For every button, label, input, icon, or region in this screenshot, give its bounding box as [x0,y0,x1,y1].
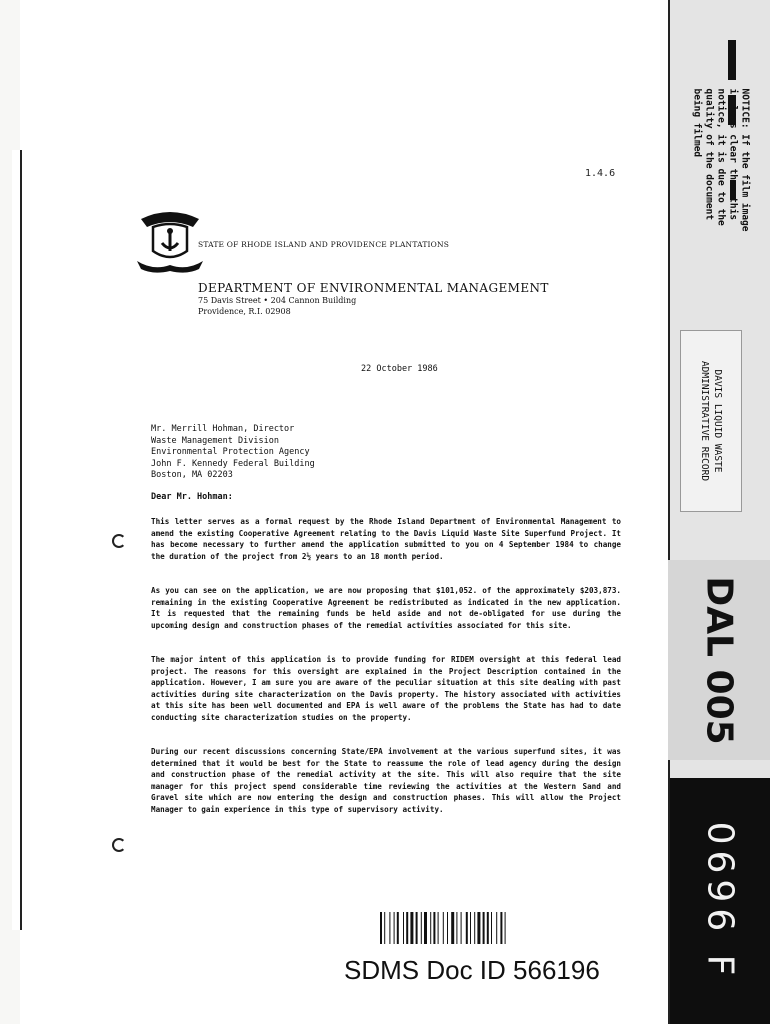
administrative-record-text: DAVIS LIQUID WASTE ADMINISTRATIVE RECORD [699,360,724,482]
letter-date: 22 October 1986 [361,364,438,374]
recipient-line: Waste Management Division [151,435,279,446]
state-name: STATE OF RHODE ISLAND AND PROVIDENCE PLANTATIONS [198,240,450,249]
film-notice-text: NOTICE: If the film image is less clear than this notice, it is due to the quality of the document being filmed [691,88,750,232]
body-paragraph: As you can see on the application, we are now proposing that $101,052. of the approximately $203,873. remaining in the existing Cooperative Agreement be redistributed as indicated in the new application. It is requested that the remaining funds be held aside and not de-obligated for use during the upcoming design and construction phases of the remedial activities associated for this site. [151,586,621,630]
address-line-1: 75 Davis Street • 204 Cannon Building [198,296,357,305]
film-notice [664,0,770,320]
punch-hole-mark [112,838,126,852]
body-paragraph: During our recent discussions concerning State/EPA involvement at the various superfund sites, it was determined that it would be best for the State to reassume the role of lead agency during the design and construction phase of the remedial activity at the site. This will also require that the site manager for this project spend considerable time reviewing the activities at the Western Sand and Gravel site which are now entering the design and construction phases. This will allow the Project Manager to gain experience in this type of supervisory activity. [151,747,621,814]
address-line-2: Providence, R.I. 02908 [198,307,291,316]
binder-fold [12,150,22,930]
department-name: DEPARTMENT OF ENVIRONMENTAL MANAGEMENT [198,281,549,295]
letter-sheet [20,0,668,1024]
dal-code: DAL 005 [698,575,740,745]
salutation: Dear Mr. Hohman: [151,492,233,502]
recipient-line: Mr. Merrill Hohman, Director [151,424,295,434]
sdms-document-id: SDMS Doc ID 566196 [344,955,600,985]
body-paragraph: The major intent of this application is to provide funding for RIDEM oversight at this federal lead project. The reasons for this oversight are explained in the Project Description contained in the application. However, I am sure you are aware of the peculiar situation at this site dealing with past activities during site characterization on the Davis property. The history associated with activities at this site has been well documented and EPA is well aware of the problems the State has had to date conducting site characterization studies on the property. [151,655,621,722]
dal-code-block [668,560,770,760]
body-paragraph: This letter serves as a formal request by the Rhode Island Department of Environmental Management to amend the existing Cooperative Agreement relating to the Davis Liquid Waste Site Superfund Project. It has become necessary to further amend the application submitted to you on 4 September 1984 to change the duration of the project from 2½ years to an 18 month period. [151,517,621,561]
handwritten-note: 1.4.6 [585,168,616,179]
recipient-line: Boston, MA 02203 [151,470,233,480]
administrative-record-label [680,330,742,512]
document-number-block [670,778,770,1024]
recipient-block [151,424,315,482]
punch-hole-mark [112,534,126,548]
recipient-line: Environmental Protection Agency [151,447,310,457]
state-seal-icon [135,205,205,275]
barcode-icon [380,912,576,944]
recipient-line: John F. Kennedy Federal Building [151,458,315,469]
document-number: 0696 F [699,821,741,981]
